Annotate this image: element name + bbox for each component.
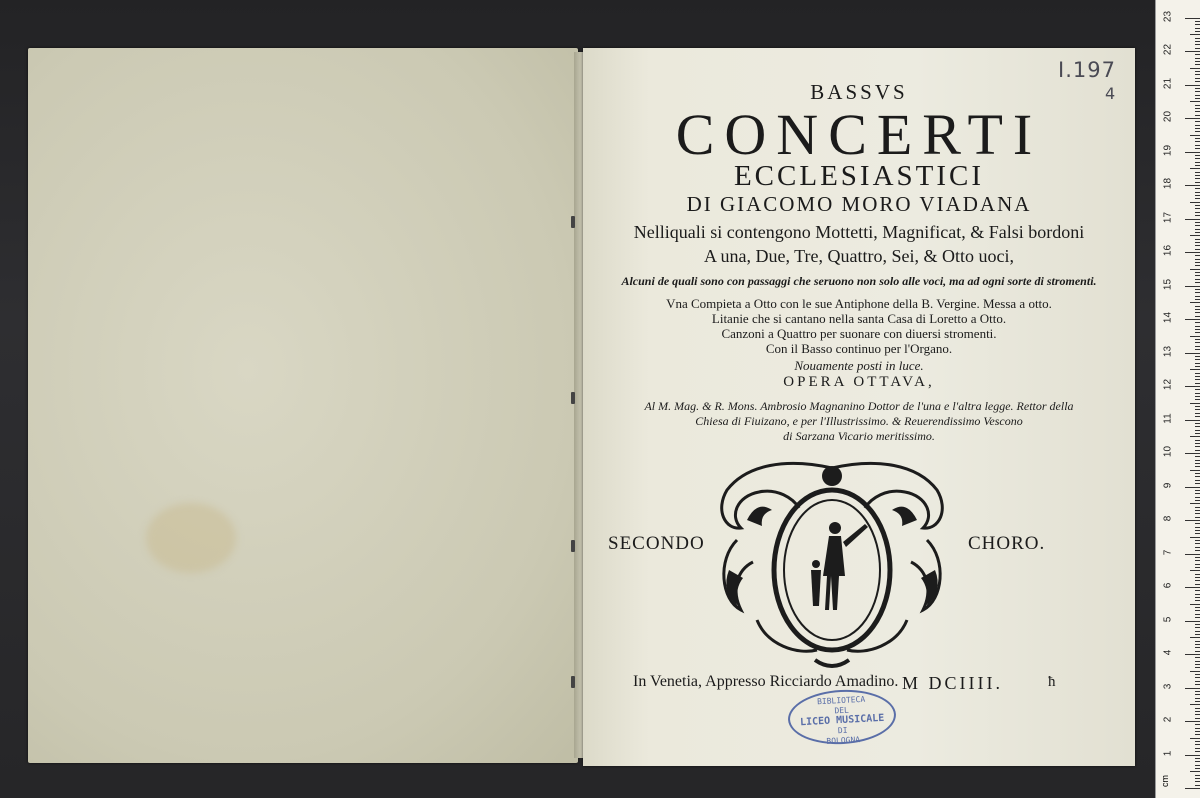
ruler-tick <box>1190 704 1200 705</box>
ruler-tick <box>1195 111 1200 112</box>
ruler-tick <box>1195 597 1200 598</box>
ruler-tick <box>1195 342 1200 343</box>
ruler-tick <box>1195 54 1200 55</box>
ruler-tick <box>1195 661 1200 662</box>
ruler-tick <box>1195 312 1200 313</box>
ruler-tick <box>1195 517 1200 518</box>
ruler-tick <box>1185 118 1200 119</box>
ruler-tick <box>1195 373 1200 374</box>
ruler-tick <box>1195 128 1200 129</box>
ruler-tick <box>1185 252 1200 253</box>
ruler-tick <box>1195 24 1200 25</box>
ruler-tick <box>1195 346 1200 347</box>
ruler-tick <box>1195 215 1200 216</box>
ruler-tick <box>1195 547 1200 548</box>
basso-continuo-line: Con il Basso continuo per l'Organo. <box>765 341 953 356</box>
ruler-tick <box>1195 430 1200 431</box>
ruler-tick <box>1195 677 1200 678</box>
ruler-tick <box>1195 125 1200 126</box>
ruler-tick <box>1195 249 1200 250</box>
ruler-tick <box>1195 580 1200 581</box>
ruler-tick <box>1190 34 1200 35</box>
ruler-tick <box>1195 289 1200 290</box>
ruler-tick <box>1185 621 1200 622</box>
ruler-tick <box>1195 379 1200 380</box>
canzoni-line: Canzoni a Quattro per suonare con diuersi stromenti. <box>721 326 997 341</box>
ruler-tick <box>1185 688 1200 689</box>
ruler-tick <box>1195 708 1200 709</box>
ruler-tick <box>1190 604 1200 605</box>
ruler-label: 3 <box>1162 683 1174 689</box>
ruler-tick <box>1195 533 1200 534</box>
ruler-tick <box>1190 168 1200 169</box>
ruler-tick <box>1185 51 1200 52</box>
ruler-tick <box>1195 590 1200 591</box>
ruler-label: 15 <box>1162 278 1174 290</box>
ruler-tick <box>1195 440 1200 441</box>
ruler-tick <box>1195 711 1200 712</box>
ruler-tick <box>1185 721 1200 722</box>
ruler-tick <box>1195 61 1200 62</box>
ruler-tick <box>1190 269 1200 270</box>
ruler-tick <box>1190 235 1200 236</box>
ruler-tick <box>1195 95 1200 96</box>
ruler-label: 18 <box>1162 177 1174 190</box>
ruler-tick <box>1195 480 1200 481</box>
ruler-tick <box>1195 121 1200 122</box>
ruler-tick <box>1195 577 1200 578</box>
stamp-line-4: DI <box>837 725 848 736</box>
ruler-label: 6 <box>1162 582 1174 589</box>
ruler-tick <box>1195 610 1200 611</box>
ruler-tick <box>1195 560 1200 561</box>
ruler-label: 12 <box>1162 378 1174 391</box>
ruler-tick <box>1195 751 1200 752</box>
ruler-tick <box>1195 195 1200 196</box>
ruler-tick <box>1190 771 1200 772</box>
ruler-tick <box>1195 282 1200 283</box>
imprint-line: In Venetia, Appresso Ricciardo Amadino. <box>633 673 899 690</box>
ruler-tick <box>1195 376 1200 377</box>
ruler-tick <box>1195 507 1200 508</box>
ruler-tick <box>1195 131 1200 132</box>
ruler-tick <box>1195 205 1200 206</box>
ruler-tick <box>1195 473 1200 474</box>
ruler-tick <box>1195 192 1200 193</box>
ruler-tick <box>1195 74 1200 75</box>
author-line: DI GIACOMO MORO VIADANA <box>686 192 1032 216</box>
ruler-tick <box>1185 654 1200 655</box>
ruler-tick <box>1195 239 1200 240</box>
ruler-tick <box>1195 222 1200 223</box>
ruler-tick <box>1190 470 1200 471</box>
ruler-tick <box>1195 406 1200 407</box>
ruler-tick <box>1195 389 1200 390</box>
ruler-tick <box>1195 182 1200 183</box>
ruler-tick <box>1195 523 1200 524</box>
ruler-tick <box>1195 332 1200 333</box>
binding-stitch <box>571 676 575 688</box>
dedication-line-2: Chiesa di Fiuizano, e per l'Illustrissimo. & Reuerendissimo Vescono <box>695 414 1023 428</box>
ruler-tick <box>1195 744 1200 745</box>
ruler-label: 16 <box>1162 244 1174 257</box>
ruler-tick <box>1195 155 1200 156</box>
shelfmark-handwritten: I.197 <box>1058 58 1116 82</box>
ruler-tick <box>1185 755 1200 756</box>
ruler-tick <box>1195 634 1200 635</box>
ruler-tick <box>1185 453 1200 454</box>
opus-number: OPERA OTTAVA, <box>783 374 935 390</box>
ruler-tick <box>1195 366 1200 367</box>
ruler-tick <box>1195 232 1200 233</box>
ruler-tick <box>1195 306 1200 307</box>
ruler-tick <box>1195 148 1200 149</box>
ruler-tick <box>1195 550 1200 551</box>
voice-part-heading: BASSVS <box>810 80 908 104</box>
ruler-tick <box>1195 728 1200 729</box>
ruler-tick <box>1195 108 1200 109</box>
ruler-tick <box>1195 326 1200 327</box>
ruler-tick <box>1185 487 1200 488</box>
ruler-label: 19 <box>1162 144 1174 156</box>
ruler-tick <box>1190 503 1200 504</box>
ruler-tick <box>1195 530 1200 531</box>
ruler-tick <box>1195 714 1200 715</box>
ruler-tick <box>1195 322 1200 323</box>
ruler-tick <box>1185 219 1200 220</box>
ruler-tick <box>1195 631 1200 632</box>
fleuron-mark: ħ <box>1048 674 1056 690</box>
ruler-tick <box>1195 433 1200 434</box>
stamp-line-2: DEL <box>834 705 850 716</box>
ruler-tick <box>1190 637 1200 638</box>
ruler-tick <box>1195 316 1200 317</box>
ruler-tick <box>1195 299 1200 300</box>
ruler-tick <box>1195 41 1200 42</box>
ruler-tick <box>1195 71 1200 72</box>
stamp-line-5: BOLOGNA <box>826 735 861 746</box>
nouamente-line: Nouamente posti in luce. <box>794 358 924 373</box>
ruler-tick <box>1195 446 1200 447</box>
ruler-tick <box>1195 778 1200 779</box>
ruler-tick <box>1195 165 1200 166</box>
stamp-line-3: LICEO MUSICALE <box>799 712 885 729</box>
ruler-unit: cm <box>1160 775 1170 787</box>
left-blank-page <box>28 48 578 763</box>
ruler-tick <box>1195 450 1200 451</box>
ruler-tick <box>1195 58 1200 59</box>
ruler-tick <box>1185 788 1200 789</box>
ruler-tick <box>1190 135 1200 136</box>
ruler-tick <box>1195 423 1200 424</box>
dedication-line-3: di Sarzana Vicario meritissimo. <box>783 429 935 443</box>
ruler-tick <box>1185 185 1200 186</box>
title-subtitle: ECCLESIASTICI <box>733 160 985 192</box>
binding-stitch <box>571 392 575 404</box>
ruler-tick <box>1195 463 1200 464</box>
ruler-tick <box>1195 718 1200 719</box>
ruler-tick <box>1195 409 1200 410</box>
ruler-label: 9 <box>1162 482 1174 488</box>
ruler-label: 20 <box>1162 110 1174 123</box>
ruler-tick <box>1195 460 1200 461</box>
ruler-tick <box>1185 286 1200 287</box>
ruler-tick <box>1195 731 1200 732</box>
ruler-tick <box>1185 587 1200 588</box>
ruler-tick <box>1195 664 1200 665</box>
ruler-tick <box>1195 292 1200 293</box>
ruler-tick <box>1195 115 1200 116</box>
ruler-tick <box>1195 262 1200 263</box>
main-title: CONCERTI <box>675 102 1043 167</box>
ruler-tick <box>1195 359 1200 360</box>
ruler-tick <box>1195 172 1200 173</box>
ruler-tick <box>1195 98 1200 99</box>
ruler-tick <box>1195 624 1200 625</box>
ruler-label: 5 <box>1162 616 1174 622</box>
ruler-tick <box>1195 363 1200 364</box>
ruler-tick <box>1195 309 1200 310</box>
ruler-tick <box>1195 399 1200 400</box>
ruler-tick <box>1195 564 1200 565</box>
ruler-label: 4 <box>1162 649 1174 656</box>
ruler-tick <box>1195 198 1200 199</box>
ruler-tick <box>1195 259 1200 260</box>
ruler-label: 23 <box>1162 10 1174 22</box>
ruler-tick <box>1195 416 1200 417</box>
ruler-tick <box>1195 651 1200 652</box>
ruler-tick <box>1195 265 1200 266</box>
ruler-tick <box>1190 101 1200 102</box>
ruler-tick <box>1195 607 1200 608</box>
ruler-tick <box>1195 88 1200 89</box>
ruler-tick <box>1195 443 1200 444</box>
ruler-tick <box>1195 497 1200 498</box>
ruler-tick <box>1195 617 1200 618</box>
ruler-tick <box>1185 152 1200 153</box>
ruler-tick <box>1195 490 1200 491</box>
ruler-tick <box>1190 302 1200 303</box>
ruler-tick <box>1195 21 1200 22</box>
ruler-tick <box>1195 81 1200 82</box>
ruler-tick <box>1195 691 1200 692</box>
ruler-tick <box>1190 537 1200 538</box>
ruler-tick <box>1195 255 1200 256</box>
dedication-line-1: Al M. Mag. & R. Mons. Ambrosio Magnanino Dottor de l'una e l'altra legge. Rettor della <box>644 399 1074 413</box>
ruler-tick <box>1195 594 1200 595</box>
ruler-tick <box>1195 466 1200 467</box>
choro-label: CHORO. <box>968 533 1046 554</box>
binding-stitch <box>571 216 575 228</box>
contents-line-2: A una, Due, Tre, Quattro, Sei, & Otto uoci, <box>704 246 1014 266</box>
ruler-tick <box>1190 369 1200 370</box>
ruler-tick <box>1195 557 1200 558</box>
ruler-tick <box>1190 671 1200 672</box>
ruler-tick <box>1195 28 1200 29</box>
ruler-tick <box>1195 396 1200 397</box>
ruler-tick <box>1190 436 1200 437</box>
ruler-label: 7 <box>1162 549 1174 555</box>
ruler-tick <box>1195 513 1200 514</box>
ruler-tick <box>1195 701 1200 702</box>
ruler-tick <box>1195 162 1200 163</box>
ruler-tick <box>1195 681 1200 682</box>
ruler-tick <box>1195 158 1200 159</box>
ruler-tick <box>1195 647 1200 648</box>
ruler-tick <box>1190 403 1200 404</box>
publication-date: M DCIIII. <box>902 673 1003 693</box>
ruler-tick <box>1185 353 1200 354</box>
ruler-tick <box>1195 212 1200 213</box>
ruler-tick <box>1195 225 1200 226</box>
ruler-tick <box>1185 85 1200 86</box>
secondo-label: SECONDO <box>608 533 705 554</box>
ruler-tick <box>1195 476 1200 477</box>
ruler-tick <box>1195 272 1200 273</box>
ruler-label: 17 <box>1162 211 1174 223</box>
ruler-tick <box>1195 356 1200 357</box>
ruler-tick <box>1195 600 1200 601</box>
ruler-tick <box>1195 64 1200 65</box>
ruler-tick <box>1195 574 1200 575</box>
ruler-tick <box>1195 694 1200 695</box>
ruler-tick <box>1195 758 1200 759</box>
ruler-tick <box>1195 349 1200 350</box>
ruler-tick <box>1195 584 1200 585</box>
ruler-tick <box>1195 279 1200 280</box>
ruler-tick <box>1195 44 1200 45</box>
ruler-tick <box>1195 383 1200 384</box>
ruler-tick <box>1195 339 1200 340</box>
contents-line-1: Nelliquali si contengono Mottetti, Magnificat, & Falsi bordoni <box>633 222 1085 242</box>
ruler-label: 8 <box>1162 515 1174 522</box>
ruler-label: 22 <box>1162 43 1174 56</box>
ruler-tick <box>1195 543 1200 544</box>
ruler-tick <box>1195 500 1200 501</box>
ruler-tick <box>1190 738 1200 739</box>
ruler-tick <box>1185 520 1200 521</box>
ruler-tick <box>1190 202 1200 203</box>
ruler-tick <box>1195 31 1200 32</box>
ruler-tick <box>1195 527 1200 528</box>
ruler-tick <box>1195 775 1200 776</box>
ruler-tick <box>1195 781 1200 782</box>
ruler-label: 2 <box>1162 716 1174 723</box>
ruler-tick <box>1195 734 1200 735</box>
ruler-tick <box>1190 68 1200 69</box>
ruler-tick <box>1195 175 1200 176</box>
shelfmark-number: 4 <box>1105 84 1116 103</box>
ruler-tick <box>1195 296 1200 297</box>
ruler-label: 21 <box>1162 77 1174 89</box>
ruler-tick <box>1195 456 1200 457</box>
ruler-label: 11 <box>1162 412 1174 424</box>
ruler-tick <box>1195 38 1200 39</box>
paper-stain <box>146 503 236 573</box>
ruler-tick <box>1195 510 1200 511</box>
litanie-line: Litanie che si cantano nella santa Casa di Loretto a Otto. <box>711 311 1007 326</box>
ruler-tick <box>1195 329 1200 330</box>
ruler-tick <box>1195 91 1200 92</box>
ruler-tick <box>1195 641 1200 642</box>
ruler-tick <box>1195 245 1200 246</box>
ruler-tick <box>1195 242 1200 243</box>
ruler-tick <box>1195 540 1200 541</box>
ruler-label: 14 <box>1162 311 1174 324</box>
ruler-tick <box>1185 319 1200 320</box>
ruler-tick <box>1195 78 1200 79</box>
ruler-label: 1 <box>1162 750 1174 756</box>
compieta-line: Vna Compieta a Otto con le sue Antiphone della B. Vergine. Messa a otto. <box>666 296 1052 311</box>
ruler-tick <box>1195 674 1200 675</box>
measuring-ruler <box>1155 0 1200 798</box>
ruler-tick <box>1195 724 1200 725</box>
ruler-tick <box>1195 748 1200 749</box>
passaggi-note: Alcuni de quali sono con passaggi che seruono non solo alle voci, ma ad ogni sorte di stromenti. <box>621 274 1097 288</box>
ruler-tick <box>1195 644 1200 645</box>
ruler-tick <box>1195 761 1200 762</box>
ruler-tick <box>1195 667 1200 668</box>
ruler-tick <box>1195 765 1200 766</box>
ruler-label: 10 <box>1162 445 1174 458</box>
ruler-tick <box>1195 393 1200 394</box>
ruler-tick <box>1195 741 1200 742</box>
ruler-tick <box>1190 570 1200 571</box>
ruler-tick <box>1195 105 1200 106</box>
binding-stitch <box>571 540 575 552</box>
ruler-tick <box>1195 785 1200 786</box>
ruler-tick <box>1185 386 1200 387</box>
stamp-line-1: BIBLIOTECA <box>816 694 866 707</box>
ruler-tick <box>1195 141 1200 142</box>
ruler-tick <box>1185 18 1200 19</box>
ruler-tick <box>1195 188 1200 189</box>
ruler-tick <box>1195 145 1200 146</box>
ruler-label: 13 <box>1162 345 1174 357</box>
printers-device-emblem <box>707 450 957 672</box>
ruler-tick <box>1195 208 1200 209</box>
ruler-tick <box>1195 275 1200 276</box>
ruler-tick <box>1195 614 1200 615</box>
ruler-tick <box>1195 657 1200 658</box>
ruler-tick <box>1195 483 1200 484</box>
ruler-tick <box>1185 554 1200 555</box>
ruler-tick <box>1185 420 1200 421</box>
ruler-tick <box>1195 178 1200 179</box>
ruler-tick <box>1195 138 1200 139</box>
ruler-tick <box>1195 413 1200 414</box>
ruler-tick <box>1195 493 1200 494</box>
ruler-tick <box>1195 768 1200 769</box>
ruler-tick <box>1195 426 1200 427</box>
ruler-tick <box>1195 627 1200 628</box>
ruler-tick <box>1195 698 1200 699</box>
ruler-tick <box>1195 684 1200 685</box>
ruler-tick <box>1190 336 1200 337</box>
ruler-tick <box>1195 229 1200 230</box>
ruler-tick <box>1195 567 1200 568</box>
ruler-tick <box>1195 48 1200 49</box>
